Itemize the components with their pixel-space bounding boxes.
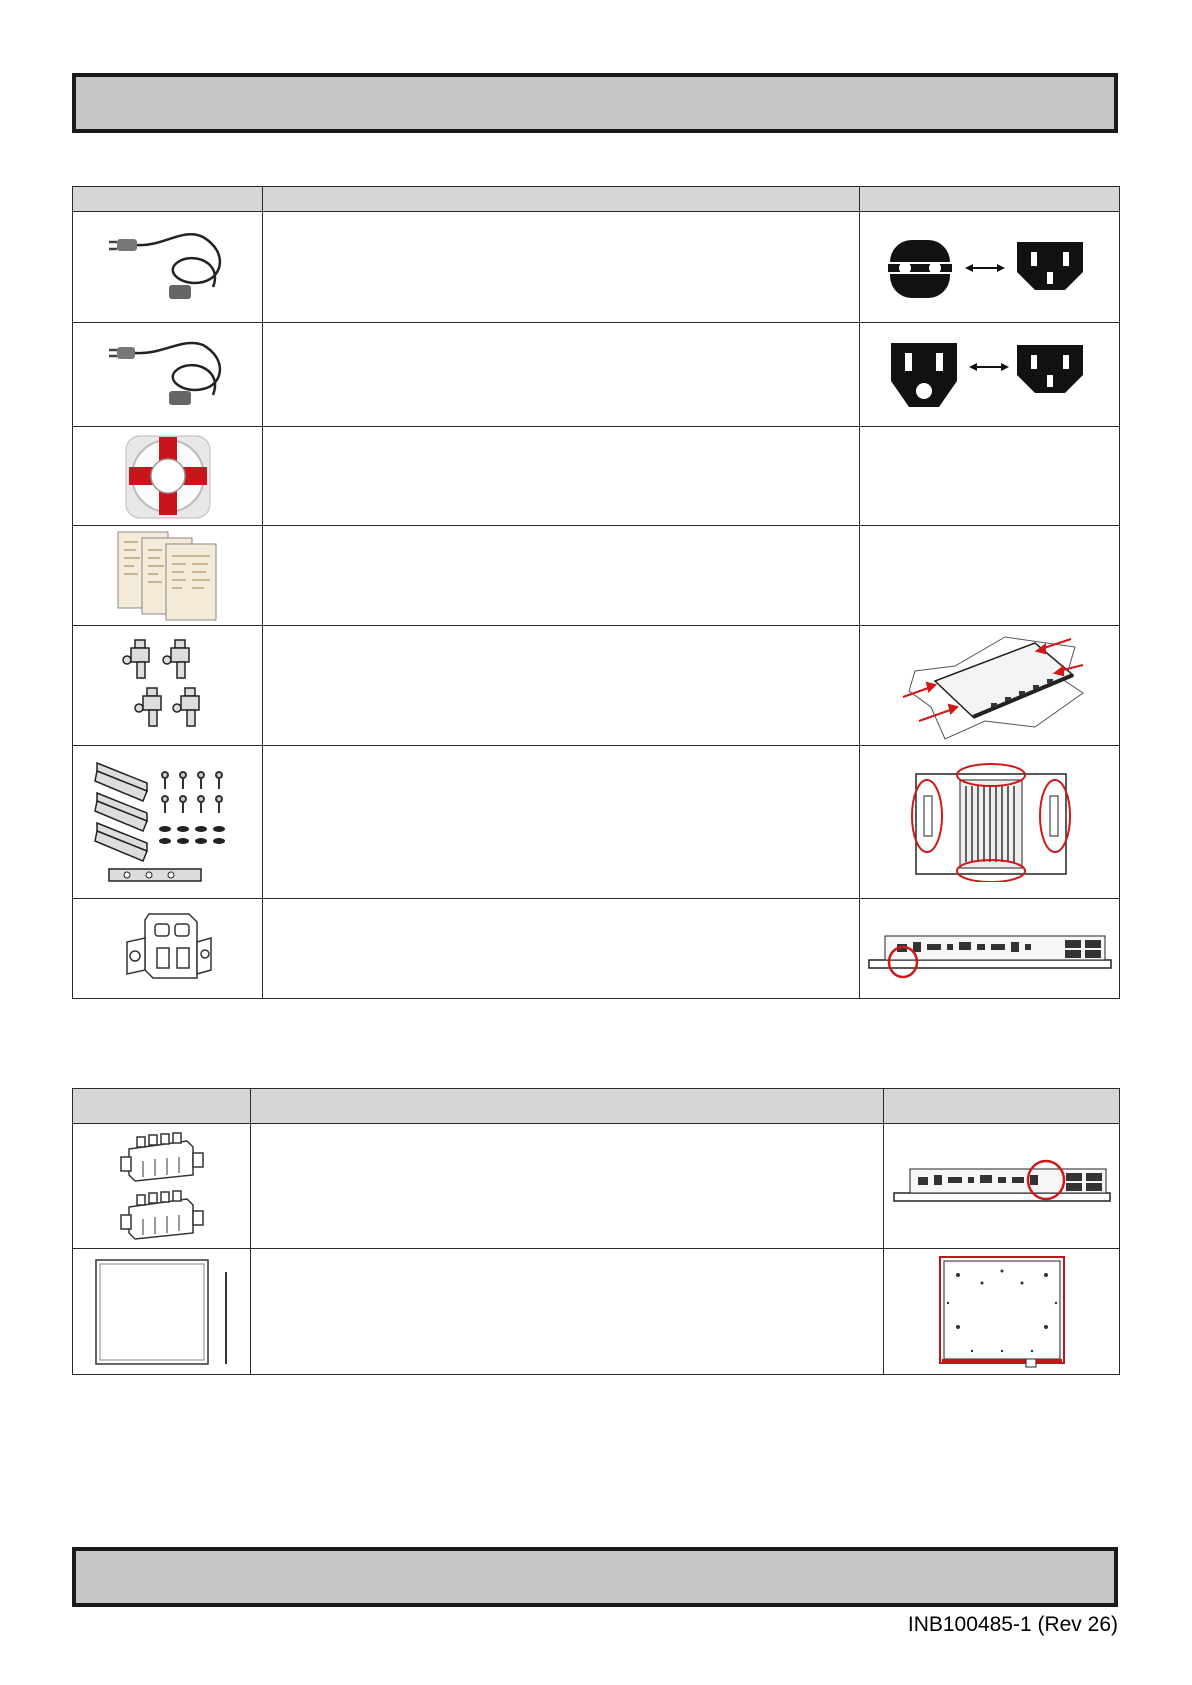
- table-row: [73, 526, 1120, 626]
- picture-cell: [73, 427, 263, 526]
- bottom-banner: [72, 1547, 1118, 1607]
- table-row: [73, 323, 1120, 427]
- location-cell: [860, 526, 1120, 626]
- picture-cell: [73, 526, 263, 626]
- table-row: [73, 626, 1120, 746]
- table-row: [73, 427, 1120, 526]
- picture-cell: [73, 899, 263, 999]
- gasket-frame-icon: [92, 1256, 232, 1368]
- column-header-location: [860, 187, 1120, 212]
- description-cell: [263, 427, 860, 526]
- unit-clamp-mounting-diagram-icon: [895, 631, 1085, 741]
- mounting-clamps-icon: [113, 636, 223, 736]
- rear-panel-bracket-locations-icon: [900, 762, 1080, 882]
- location-cell: [884, 1249, 1120, 1375]
- location-cell: [860, 626, 1120, 746]
- table-row: [73, 212, 1120, 323]
- table-header-row: [73, 187, 1120, 212]
- plug-adapter-us-to-iec-icon: [885, 337, 1095, 413]
- table-row: [73, 1124, 1120, 1249]
- description-cell: [263, 746, 860, 899]
- description-cell: [263, 212, 860, 323]
- picture-cell: [73, 626, 263, 746]
- lifebuoy-support-icon: [123, 431, 213, 521]
- column-header-description: [263, 187, 860, 212]
- mounting-brackets-screws-icon: [93, 757, 243, 887]
- picture-cell: [73, 1124, 251, 1249]
- location-cell: [860, 746, 1120, 899]
- description-cell: [251, 1249, 884, 1375]
- top-banner: [72, 73, 1118, 133]
- table-row: [73, 746, 1120, 899]
- plug-adapter-eu-to-iec-icon: [885, 232, 1095, 302]
- location-cell: [884, 1124, 1120, 1249]
- document-reference: INB100485-1 (Rev 26): [907, 1613, 1118, 1636]
- location-cell: [860, 427, 1120, 526]
- multi-pin-connectors-icon: [117, 1131, 207, 1241]
- table-row: [73, 1249, 1120, 1375]
- terminal-connector-icon: [123, 908, 213, 990]
- location-cell: [860, 899, 1120, 999]
- standard-accessories-table: [72, 186, 1120, 999]
- picture-cell: [73, 323, 263, 427]
- location-cell: [860, 212, 1120, 323]
- column-header-location: [884, 1089, 1120, 1124]
- table-row: [73, 899, 1120, 999]
- picture-cell: [73, 746, 263, 899]
- documents-icon: [116, 530, 220, 622]
- eu-power-cord-icon: [103, 227, 233, 307]
- table-header-row: [73, 1089, 1120, 1124]
- description-cell: [263, 626, 860, 746]
- bottom-panel-power-connector-location-icon: [865, 914, 1115, 984]
- us-power-cord-icon: [103, 337, 233, 413]
- description-cell: [263, 899, 860, 999]
- location-cell: [860, 323, 1120, 427]
- bottom-panel-io-connector-location-icon: [890, 1151, 1114, 1221]
- column-header-description: [251, 1089, 884, 1124]
- column-header-picture: [73, 1089, 251, 1124]
- optional-accessories-table: [72, 1088, 1120, 1375]
- description-cell: [263, 526, 860, 626]
- description-cell: [263, 323, 860, 427]
- front-gasket-outline-icon: [938, 1255, 1066, 1369]
- description-cell: [251, 1124, 884, 1249]
- picture-cell: [73, 212, 263, 323]
- column-header-picture: [73, 187, 263, 212]
- picture-cell: [73, 1249, 251, 1375]
